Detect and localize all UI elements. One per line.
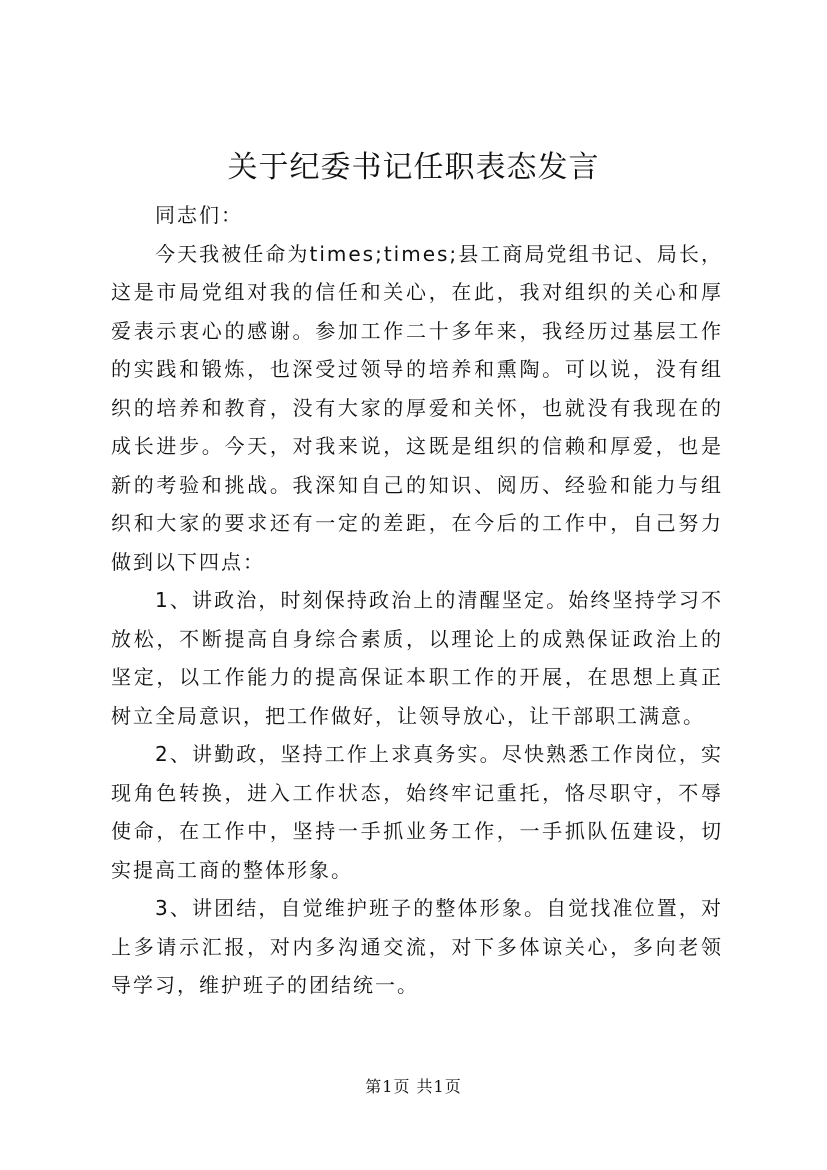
document-body xyxy=(111,196,723,1005)
page-footer: 第1页 共1页 xyxy=(365,1077,462,1096)
document-title: 关于纪委书记任职表态发言 xyxy=(227,150,600,185)
paragraph-point-2: 2、讲勤政，坚持工作上求真务实。尽快熟悉工作岗位，实现角色转换，进入工作状态，始终牢记重托，恪尽职守，不辱使命，在工作中，坚持一手抓业务工作，一手抓队伍建设，切实提高工商的整体形象。 xyxy=(111,742,723,882)
paragraph-point-1: 1、讲政治，时刻保持政治上的清醒坚定。始终坚持学习不放松，不断提高自身综合素质，以理论上的成熟保证政治上的坚定，以工作能力的提高保证本职工作的开展，在思想上真正树立全局意识，把工作做好，让领导放心，让干部职工满意。 xyxy=(111,588,723,728)
paragraph-intro: 今天我被任命为times;times;县工商局党组书记、局长，这是市局党组对我的信任和关心，在此，我对组织的关心和厚爱表示衷心的感谢。参加工作二十多年来，我经历过基层工作的实践和锻炼，也深受过领导的培养和熏陶。可以说，没有组织的培养和教育，没有大家的厚爱和关怀，也就没有我现在的成长进步。今天，对我来说，这既是组织的信赖和厚爱，也是新的考验和挑战。我深知自己的知识、阅历、经验和能力与组织和大家的要求还有一定的差距，在今后的工作中，自己努力做到以下四点： xyxy=(111,241,723,574)
paragraph-point-3: 3、讲团结，自觉维护班子的整体形象。自觉找准位置，对上多请示汇报，对内多沟通交流，对下多体谅关心，多向老领导学习，维护班子的团结统一。 xyxy=(111,896,723,997)
salutation: 同志们： xyxy=(155,203,243,227)
